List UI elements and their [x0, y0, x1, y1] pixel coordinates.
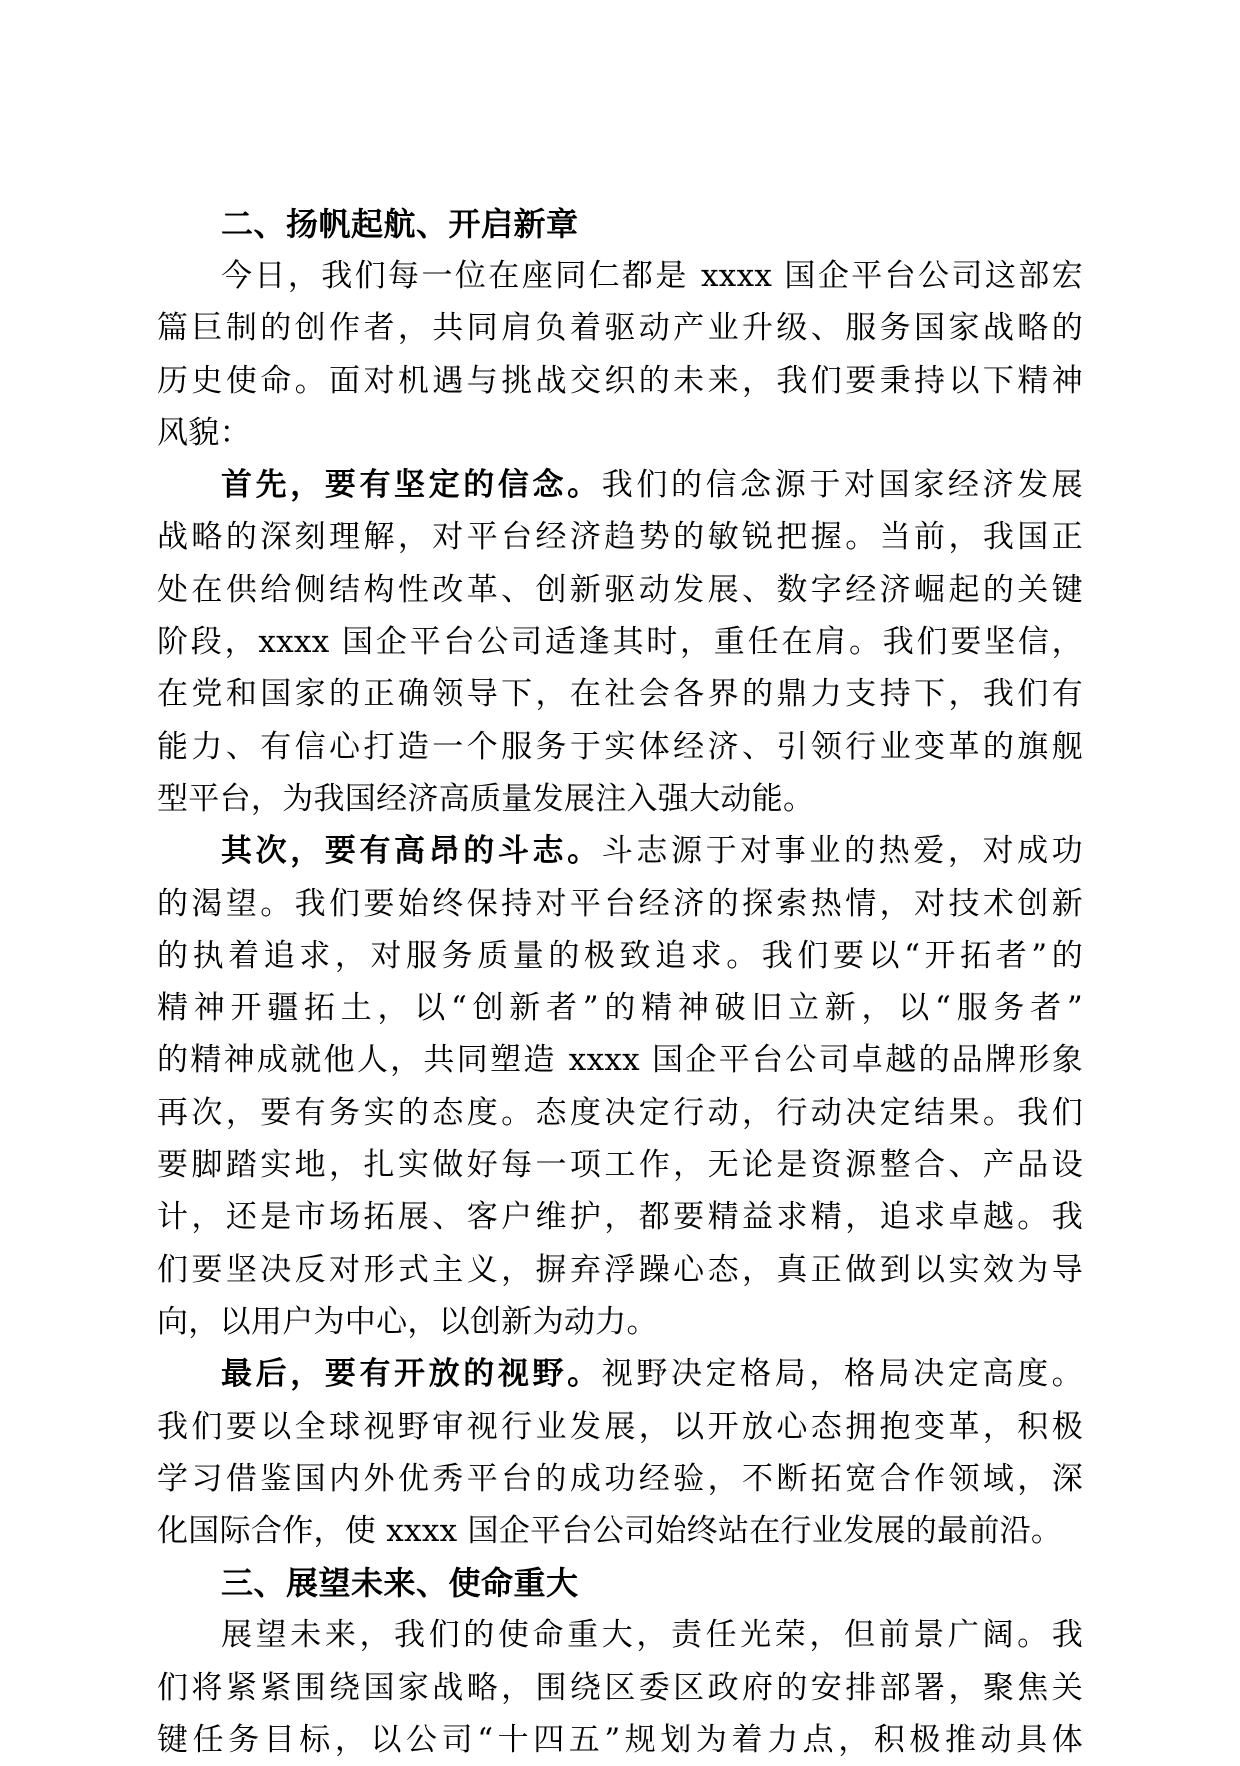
document-page: [157, 198, 1083, 1766]
spirit-paragraph: [157, 825, 1083, 1348]
section-3-intro-paragraph: [157, 1609, 1083, 1766]
text-line: 风貌：: [157, 414, 251, 451]
text-fragment: 我们的信念源于对国家经济发展: [601, 467, 1083, 504]
text-line: 的渴望。我们要始终保持对平台经济的探索热情，对技术创新: [157, 885, 1083, 922]
text-line: 精神开疆拓土，以“创新者”的精神破旧立新，以“服务者”: [157, 990, 1083, 1027]
text-line: 要脚踏实地，扎实做好每一项工作，无论是资源整合、产品设: [157, 1147, 1083, 1184]
belief-paragraph: [157, 459, 1083, 825]
text-line: 学习借鉴国内外优秀平台的成功经验，不断拓宽合作领域，深: [157, 1460, 1083, 1497]
text-line: 战略的深刻理解，对平台经济趋势的敏锐把握。当前，我国正: [157, 519, 1083, 556]
text-line: 再次，要有务实的态度。态度决定行动，行动决定结果。我们: [157, 1094, 1083, 1131]
text-line: 处在供给侧结构性改革、创新驱动发展、数字经济崛起的关键: [157, 571, 1083, 608]
text-fragment: 视野决定格局，格局决定高度。: [601, 1356, 1083, 1393]
text-line: 的执着追求，对服务质量的极致追求。我们要以“开拓者”的: [157, 937, 1083, 974]
text-line: 键任务目标，以公司“十四五”规划为着力点，积极推动具体: [157, 1722, 1083, 1759]
text-line: 化国际合作，使 xxxx 国企平台公司始终站在行业发展的最前沿。: [157, 1513, 1063, 1550]
text-line: 的精神成就他人，共同塑造 xxxx 国企平台公司卓越的品牌形象: [157, 1042, 1083, 1079]
text-line: 们要坚决反对形式主义，摒弃浮躁心态，真正做到以实效为导: [157, 1251, 1083, 1288]
text-line: 历史使命。面对机遇与挑战交织的未来，我们要秉持以下精神: [157, 362, 1083, 399]
text-line: 今日，我们每一位在座同仁都是 xxxx 国企平台公司这部宏: [221, 258, 1083, 294]
text-line: 在党和国家的正确领导下，在社会各界的鼎力支持下，我们有: [157, 676, 1083, 713]
text-line: 我们要以全球视野审视行业发展，以开放心态拥抱变革，积极: [157, 1408, 1083, 1445]
text-line: 计，还是市场拓展、客户维护，都要精益求精，追求卓越。我: [157, 1199, 1083, 1236]
text-line: [157, 459, 1083, 511]
text-line: 阶段，xxxx 国企平台公司适逢其时，重任在肩。我们要坚信，: [157, 624, 1083, 661]
section-3-heading: 三、展望未来、使命重大: [221, 1564, 579, 1603]
vision-lead-phrase: 最后，要有开放的视野。: [221, 1356, 602, 1393]
text-line: [157, 825, 1083, 877]
text-line: 型平台，为我国经济高质量发展注入强大动能。: [157, 780, 815, 817]
vision-paragraph: [157, 1348, 1083, 1557]
text-line: 能力、有信心打造一个服务于实体经济、引领行业变革的旗舰: [157, 728, 1083, 765]
text-line: 篇巨制的创作者，共同肩负着驱动产业升级、服务国家战略的: [157, 310, 1083, 347]
section-2-intro-paragraph: [157, 250, 1083, 459]
section-2-heading: 二、扬帆起航、开启新章: [221, 205, 579, 243]
belief-lead-phrase: 首先，要有坚定的信念。: [221, 467, 602, 504]
text-fragment: 斗志源于对事业的热爱，对成功: [601, 833, 1083, 870]
spirit-lead-phrase: 其次，要有高昂的斗志。: [221, 833, 602, 870]
text-line: 们将紧紧围绕国家战略，围绕区委区政府的安排部署，聚焦关: [157, 1669, 1083, 1706]
text-line: 展望未来，我们的使命重大，责任光荣，但前景广阔。我: [221, 1617, 1083, 1654]
text-line: 向，以用户为中心，以创新为动力。: [157, 1303, 658, 1340]
text-line: [157, 1348, 1083, 1400]
